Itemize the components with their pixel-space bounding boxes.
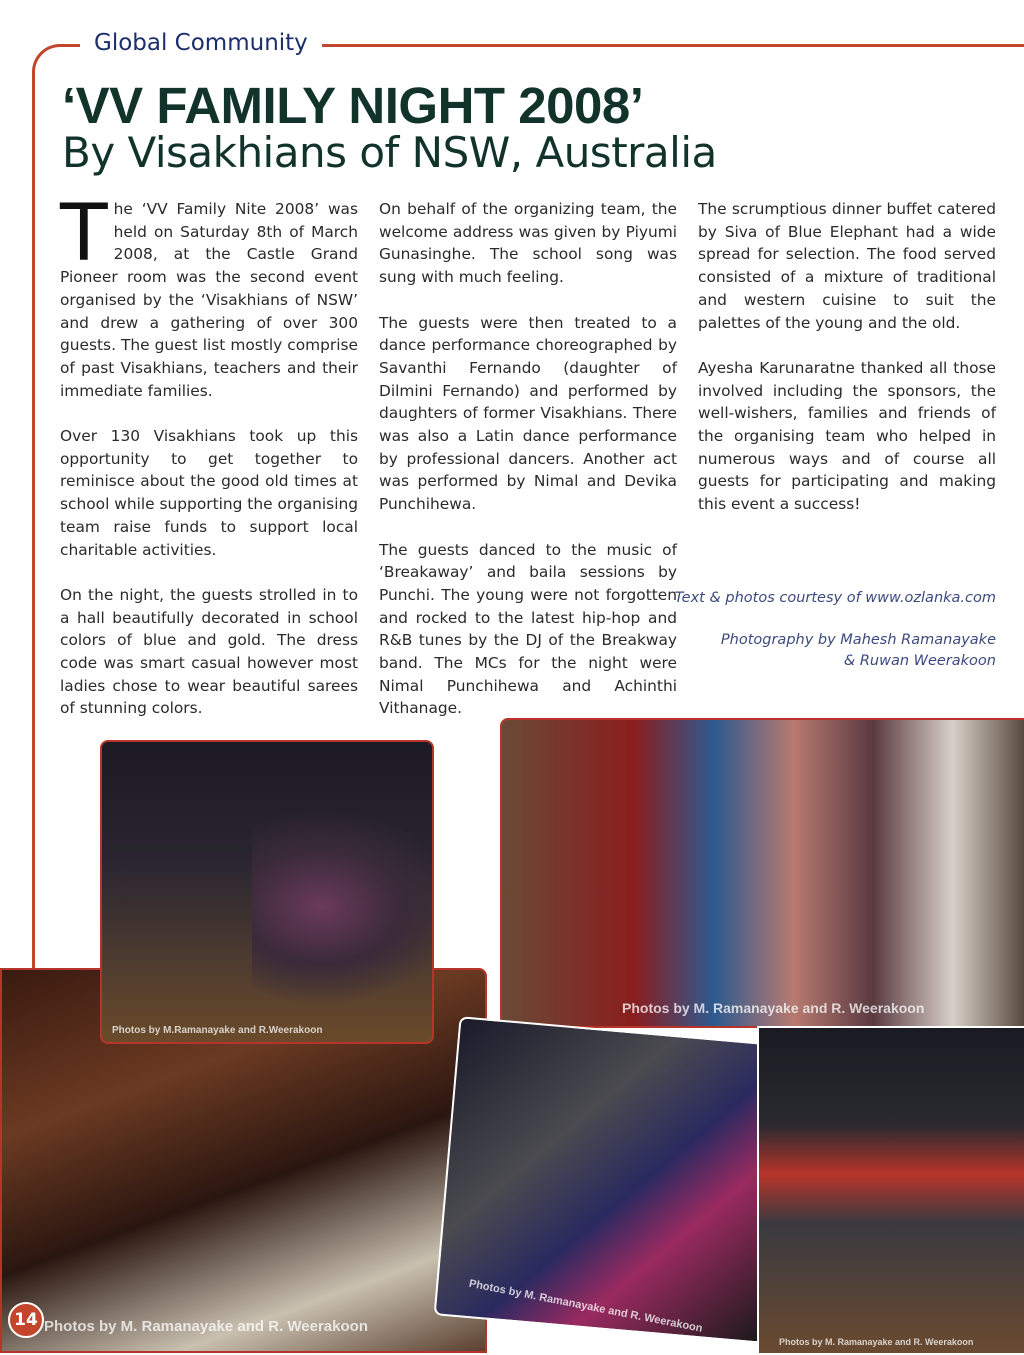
paragraph: On behalf of the organizing team, the welcome address was given by Piyumi Gunasinghe. The school song was sung with much feeling. <box>379 200 677 287</box>
photo-dancing-couple <box>434 1016 789 1344</box>
paragraph: The guests were then treated to a dance performance choreographed by Savanthi Fernando (daughter of Dilmini Fernando) and performed by daughters of former Visakhians. There was also a Latin dance performance by professional dancers. Another act was performed by Nimal and Devika Punchihewa. <box>379 313 677 514</box>
photo-credit-line: Photography by Mahesh Ramanayake <box>720 632 996 648</box>
text-credit: Text & photos courtesy of www.ozlanka.com <box>674 590 996 606</box>
photo-lamp-lighting <box>100 740 434 1044</box>
page-number: 14 <box>8 1302 44 1338</box>
article-title: ‘VV FAMILY NIGHT 2008’ <box>62 77 644 134</box>
column-2 <box>379 198 677 743</box>
paragraph: Ayesha Karunaratne thanked all those involved including the sponsors, the well-wishers, families and friends of the organising team who helped in numerous ways and of course all guests for participating and making this event a success! <box>698 358 996 514</box>
column-1 <box>60 189 358 743</box>
paragraph: The scrumptious dinner buffet catered by Siva of Blue Elephant had a wide spread for selection. The food served consisted of a mixture of traditional and western cuisine to suit the palettes of the young and the old. <box>698 200 996 332</box>
paragraph: On the night, the guests strolled in to a hall beautifully decorated in school colors of blue and gold. The dress code was smart casual however most ladies chose to wear beautiful sarees of stunning colors. <box>60 585 358 718</box>
photo-caption: Photos by M. Ramanayake and R. Weerakoon <box>467 1277 704 1335</box>
photo-detail <box>252 792 434 1022</box>
photo-caption: Photos by M.Ramanayake and R.Weerakoon <box>112 1025 323 1036</box>
paragraph: The guests danced to the music of ‘Breakaway’ and baila sessions by Punchi. The young were not forgotten and rocked to the latest hip-hop and R&B tunes by the DJ of the Breakway band. The MCs for the night were Nimal Punchihewa and Achinthi Vithanage. <box>379 540 677 718</box>
photo-caption: Photos by M. Ramanayake and R. Weerakoon <box>622 1000 925 1016</box>
photo-dance-floor <box>757 1026 1024 1355</box>
photo-credit <box>721 630 996 672</box>
photo-caption: Photos by M. Ramanayake and R. Weerakoon <box>779 1337 974 1347</box>
drop-cap: T <box>60 189 108 279</box>
photo-group <box>500 718 1024 1028</box>
photo-caption: Photos by M. Ramanayake and R. Weerakoon <box>44 1318 368 1335</box>
column-3 <box>698 198 996 539</box>
article-subtitle: By Visakhians of NSW, Australia <box>62 128 717 177</box>
section-label: Global Community <box>80 30 322 56</box>
paragraph: he ‘VV Family Nite 2008’ was held on Saturday 8th of March 2008, at the Castle Grand Pioneer room was the second event organised by the ‘Visakhians of NSW’ and drew a gathering of over 300 guests. The guest list mostly comprise of past Visakhians, teachers and their immediate families. <box>60 200 358 400</box>
photo-credit-line: & Ruwan Weerakoon <box>843 653 996 669</box>
paragraph: Over 130 Visakhians took up this opportunity to get together to reminisce about the good old times at school while supporting the organising team raise funds to support local charitable activities. <box>60 427 358 559</box>
